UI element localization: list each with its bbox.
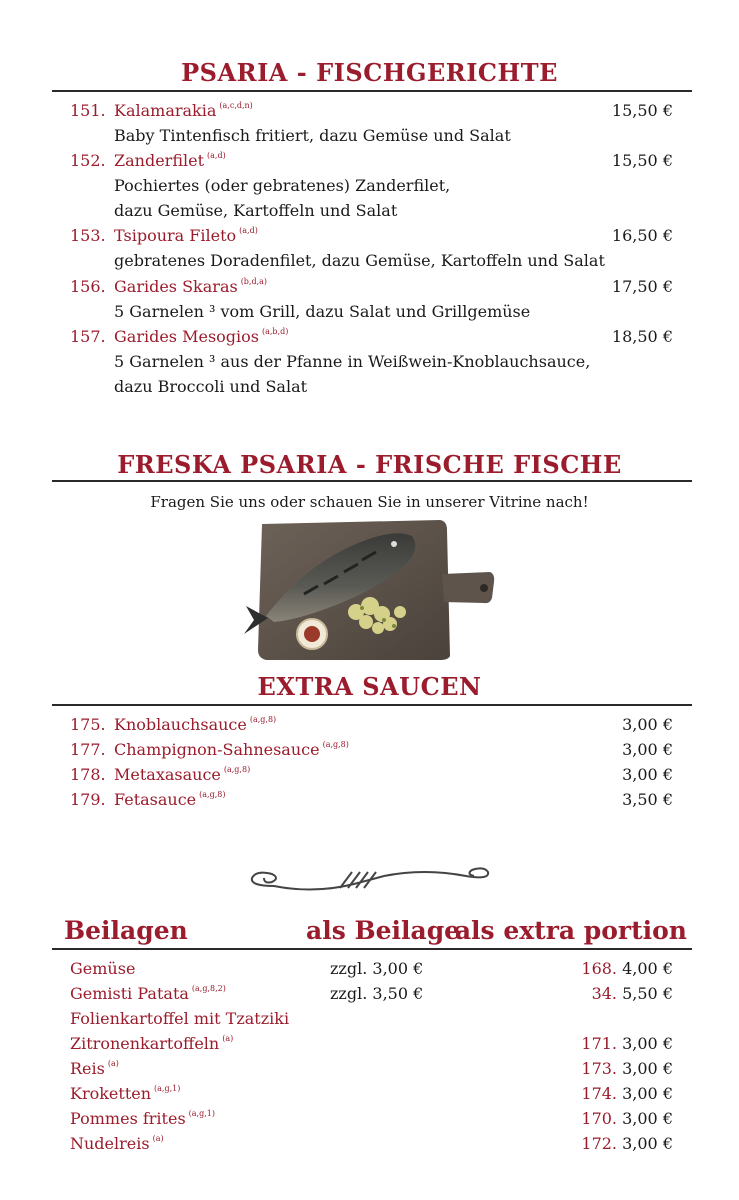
fresh-fish-divider xyxy=(52,480,692,482)
side-price: zzgl. 3,50 € xyxy=(330,984,424,1003)
side-item xyxy=(0,1109,739,1133)
extra-portion-price: 34. 5,50 € xyxy=(591,984,673,1003)
side-item xyxy=(0,1134,739,1158)
allergen-codes: (a,d) xyxy=(239,226,258,235)
item-name: Tsipoura Fileto $^{(a,d)}$ xyxy=(114,226,258,245)
item-description: dazu Broccoli und Salat xyxy=(114,377,308,396)
extra-portion-price: 173. 3,00 € xyxy=(581,1059,673,1078)
item-description: Pochiertes (oder gebratenes) Zanderfilet, xyxy=(114,176,451,195)
item-number: 175. xyxy=(70,715,106,734)
item-name: Knoblauchsauce $^{(a,g,8)}$ xyxy=(114,715,277,734)
sauce-item-179 xyxy=(0,790,739,814)
allergen-codes: (a,d) xyxy=(207,151,226,160)
menu-item-153 xyxy=(0,226,739,250)
item-number: 178. xyxy=(70,765,106,784)
extra-portion-price: 170. 3,00 € xyxy=(581,1109,673,1128)
item-price: 17,50 € xyxy=(611,277,673,296)
decorative-flourish-icon xyxy=(244,864,496,898)
item-number: 156. xyxy=(70,277,106,296)
item-number: 151. xyxy=(70,101,106,120)
sides-divider xyxy=(52,948,692,950)
item-price: 16,50 € xyxy=(611,226,673,245)
item-number: 152. xyxy=(70,151,106,170)
side-item xyxy=(0,1059,739,1083)
item-number: 153. xyxy=(70,226,106,245)
extra-portion-price: 171. 3,00 € xyxy=(581,1034,673,1053)
fish-section-title: PSARIA - FISCHGERICHTE xyxy=(181,58,558,87)
side-name: Folienkartoffel mit Tzatziki xyxy=(70,1009,290,1028)
item-description: 5 Garnelen ³ vom Grill, dazu Salat und Grillgemüse xyxy=(114,302,531,321)
item-name: Champignon-Sahnesauce $^{(a,g,8)}$ xyxy=(114,740,349,759)
item-price: 15,50 € xyxy=(611,151,673,170)
side-item xyxy=(0,1009,739,1033)
item-name: Kalamarakia $^{(a,c,d,n)}$ xyxy=(114,101,253,120)
item-description: gebratenes Doradenfilet, dazu Gemüse, Kartoffeln und Salat xyxy=(114,251,605,270)
menu-item-151 xyxy=(0,101,739,125)
sides-header-extra-portion: als extra portion xyxy=(454,916,687,945)
sauces-section-title: EXTRA SAUCEN xyxy=(257,672,482,701)
side-price: zzgl. 3,00 € xyxy=(330,959,424,978)
side-item xyxy=(0,1034,739,1058)
extra-portion-price: 172. 3,00 € xyxy=(581,1134,673,1153)
item-number: 179. xyxy=(70,790,106,809)
sauce-item-175 xyxy=(0,715,739,739)
allergen-codes: (a,g,8) xyxy=(223,765,251,774)
menu-item-152 xyxy=(0,151,739,175)
allergen-codes: (a,g,8) xyxy=(322,740,349,749)
fresh-fish-note: Fragen Sie uns oder schauen Sie in unserer Vitrine nach! xyxy=(150,493,589,511)
allergen-codes: (a,b,d) xyxy=(262,327,289,336)
sides-header-label: Beilagen xyxy=(64,916,188,945)
item-name: Fetasauce $^{(a,g,8)}$ xyxy=(114,790,226,809)
item-price: 3,00 € xyxy=(622,765,673,784)
item-description: 5 Garnelen ³ aus der Pfanne in Weißwein-Knoblauchsauce, xyxy=(114,352,591,371)
side-item xyxy=(0,984,739,1008)
side-name: Zitronenkartoffeln $^{(a)}$ xyxy=(70,1034,234,1053)
item-name: Metaxasauce $^{(a,g,8)}$ xyxy=(114,765,251,784)
side-item xyxy=(0,959,739,983)
item-name: Garides Mesogios $^{(a,b,d)}$ xyxy=(114,327,289,346)
item-description: dazu Gemüse, Kartoffeln und Salat xyxy=(114,201,398,220)
extra-portion-price: 168. 4,00 € xyxy=(581,959,673,978)
sauce-item-178 xyxy=(0,765,739,789)
item-number: 157. xyxy=(70,327,106,346)
menu-item-157 xyxy=(0,327,739,351)
sauces-divider xyxy=(52,704,692,706)
sides-header-as-side: als Beilage xyxy=(306,916,461,945)
fish-divider xyxy=(52,90,692,92)
item-number: 177. xyxy=(70,740,106,759)
item-price: 3,50 € xyxy=(622,790,673,809)
item-name: Zanderfilet $^{(a,d)}$ xyxy=(114,151,226,170)
side-item xyxy=(0,1084,739,1108)
item-name: Garides Skaras $^{(b,d,a)}$ xyxy=(114,277,268,296)
side-name: Gemüse xyxy=(70,959,136,978)
allergen-codes: (b,d,a) xyxy=(240,277,268,286)
fresh-fish-section-title: FRESKA PSARIA - FRISCHE FISCHE xyxy=(117,450,622,479)
side-name: Reis $^{(a)}$ xyxy=(70,1059,119,1078)
item-price: 15,50 € xyxy=(611,101,673,120)
allergen-codes: (a,g,8) xyxy=(249,715,277,724)
item-description: Baby Tintenfisch fritiert, dazu Gemüse und Salat xyxy=(114,126,511,145)
sauce-item-177 xyxy=(0,740,739,764)
side-name: Pommes frites $^{(a,g,1)}$ xyxy=(70,1109,215,1128)
item-price: 3,00 € xyxy=(622,740,673,759)
extra-portion-price: 174. 3,00 € xyxy=(581,1084,673,1103)
grilled-fish-board-image xyxy=(244,516,496,662)
side-name: Kroketten $^{(a,g,1)}$ xyxy=(70,1084,181,1103)
allergen-codes: (a,g,8) xyxy=(199,790,226,799)
item-price: 3,00 € xyxy=(622,715,673,734)
menu-item-156 xyxy=(0,277,739,301)
allergen-codes: (a,c,d,n) xyxy=(219,101,253,110)
side-name: Gemisti Patata $^{(a,g,8,2)}$ xyxy=(70,984,226,1003)
item-price: 18,50 € xyxy=(611,327,673,346)
side-name: Nudelreis $^{(a)}$ xyxy=(70,1134,164,1153)
